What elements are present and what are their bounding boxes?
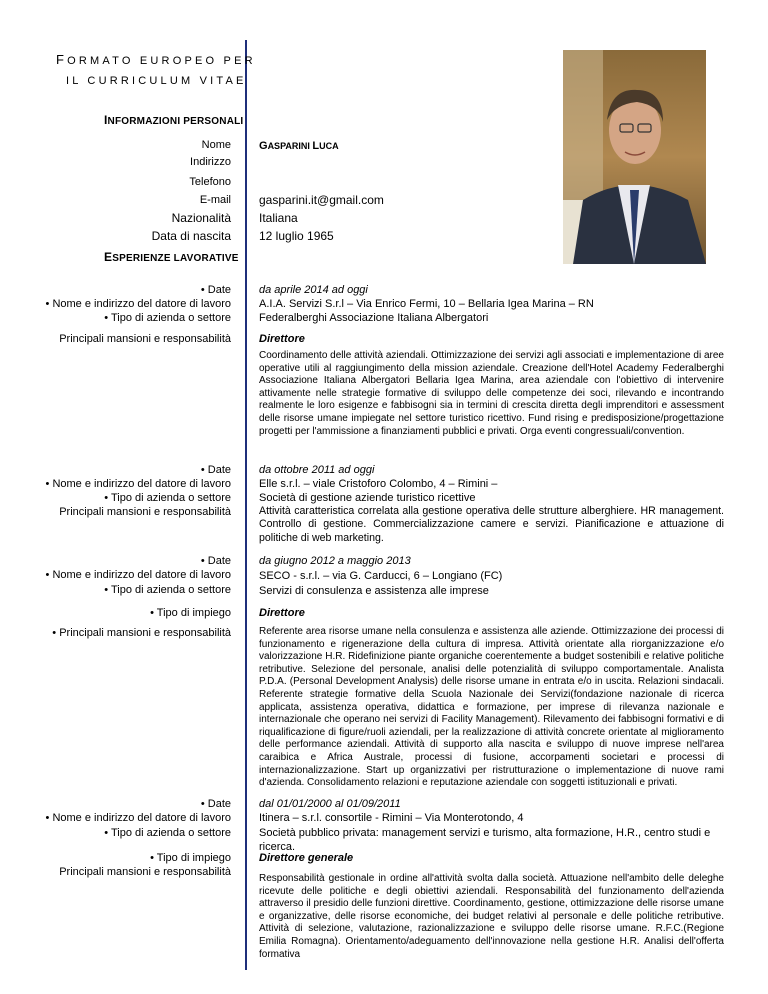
label-type: • Tipo di azienda o settore: [104, 492, 231, 504]
job-date: da aprile 2014 ad oggi: [259, 284, 368, 296]
job-type: Federalberghi Associazione Italiana Albergatori: [259, 312, 489, 324]
value-data-nascita: 12 luglio 1965: [259, 229, 334, 243]
value-nazionalita: Italiana: [259, 211, 298, 225]
job-role: Direttore: [259, 333, 305, 345]
label-duties: Principali mansioni e responsabilità: [59, 333, 231, 345]
job-role: Direttore generale: [259, 852, 354, 864]
label-date: • Date: [200, 798, 231, 810]
job-date: da ottobre 2011 ad oggi: [259, 464, 375, 476]
label-telefono: Telefono: [189, 176, 231, 188]
label-employer: • Nome e indirizzo del datore di lavoro: [45, 812, 231, 824]
label-employer: • Nome e indirizzo del datore di lavoro: [45, 298, 231, 310]
label-nazionalita: Nazionalità: [171, 211, 231, 225]
job-description: Referente area risorse umane nella consulenza e assistenza alle aziende. Ottimizzazione dei processi di funzionamento e rigenerazione della cultura di impresa. Attività orientate alla riorganizzazione e/o valorizzazione H.R. Ridefinizione piante organiche coerentemente a budget sostenibili e relative politiche retributive. Selezione del personale, analisi delle potenzialità di sviluppo comportamentale. Analista P.D.A. (Personal Development Analysis) delle risorse umane in entrata e/o in uscita. Relazioni sindacali. Referente strategie formative della Scuola Nazionale dei Servizi(fondazione nazionale di ricerca applicata, assistenza operativa, didattica e formazione, per imprese di rilevanza nazionale e internazionale che operano nei servizi di Facility Management). Rilevamento dei fabbisogni formativi e di riqualificazione di figure/ruoli aziendali, per la realizzazione di attività concrete orientate al miglioramento delle performance aziendali. Attività di supporto alla nascita e sviluppo di nuove imprese nell'area caraibica e Africa Australe, processi di fusione, accorpamenti societari e processi di internazionalizzazione. Start up organizzativi per ristrutturazione o implementazione di nuove rami d'azienda. Consolidamento relazioni e reputazione aziendale con soggetti istituzionali e privati.: [259, 626, 724, 789]
job-type: Società di gestione aziende turistico ricettive: [259, 492, 476, 504]
value-email: gasparini.it@gmail.com: [259, 193, 384, 207]
label-job-type: • Tipo di impiego: [150, 607, 231, 619]
job-role: Direttore: [259, 607, 305, 619]
job-description: Attività caratteristica correlata alla gestione operativa delle strutture alberghiere. HR management. Controllo di gestione. Commercializzazione camere e servizi. Pianificazione e attuazione di politiche di web marketing.: [259, 505, 724, 544]
label-date: • Date: [200, 284, 231, 296]
document-title: [56, 50, 256, 91]
job-employer: A.I.A. Servizi S.r.l – Via Enrico Fermi, 10 – Bellaria Igea Marina – RN: [259, 298, 594, 310]
label-employer: • Nome e indirizzo del datore di lavoro: [45, 569, 231, 581]
label-employer: • Nome e indirizzo del datore di lavoro: [45, 478, 231, 490]
label-type: • Tipo di azienda o settore: [104, 312, 231, 324]
job-employer: Itinera – s.r.l. consortile - Rimini – Via Monterotondo, 4: [259, 812, 524, 824]
experience-heading: ESPERIENZE LAVORATIVE: [104, 250, 239, 264]
value-nome: GASPARINI LUCA: [259, 140, 339, 152]
job-type: Servizi di consulenza e assistenza alle imprese: [259, 585, 489, 597]
label-nome: Nome: [201, 139, 231, 151]
personal-info-heading: INFORMAZIONI PERSONALI: [104, 113, 244, 127]
label-data-nascita: Data di nascita: [151, 229, 231, 243]
label-duties: Principali mansioni e responsabilità: [59, 866, 231, 878]
label-type: • Tipo di azienda o settore: [104, 584, 231, 596]
job-description: Responsabilità gestionale in ordine all'attività svolta dalla società. Attuazione nell'ambito delle deleghe ricevute delle politiche e degli obiettivi aziendali. Responsabilità del funzionamento dell'azienda attraverso il presidio delle funzioni direttive. Coordinamento, gestione, ottimizzazione delle risorse umane e organizzative, delle risorse economiche, dei budget relativi al personale e delle politiche retributive. Attività di selezione, valutazione, razionalizzazione e sviluppo delle risorse umane. R.F.C.(Regione Emilia Romagna). Orientamento/adeguamento dell'innovazione nella gestione H.R. Analisi dell'offerta formativa: [259, 873, 724, 960]
title-line-1: FORMATO EUROPEO PER: [56, 52, 256, 67]
job-date: da giugno 2012 a maggio 2013: [259, 555, 411, 567]
label-indirizzo: Indirizzo: [190, 156, 231, 168]
label-duties: Principali mansioni e responsabilità: [59, 506, 231, 518]
job-employer: Elle s.r.l. – viale Cristoforo Colombo, 4 – Rimini –: [259, 478, 498, 490]
job-type: Società pubblico privata: management servizi e turismo, alta formazione, H.R., centro studi e ricerca.: [259, 827, 711, 853]
label-date: • Date: [200, 464, 231, 476]
label-email: E-mail: [199, 194, 231, 206]
label-job-type: • Tipo di impiego: [150, 852, 231, 864]
label-type: • Tipo di azienda o settore: [104, 827, 231, 839]
job-date: dal 01/01/2000 al 01/09/2011: [259, 798, 401, 810]
job-employer: SECO - s.r.l. – via G. Carducci, 6 – Longiano (FC): [259, 570, 503, 582]
vertical-divider: [245, 40, 247, 970]
label-date: • Date: [200, 555, 231, 567]
label-duties: • Principali mansioni e responsabilità: [52, 627, 231, 639]
job-description: Coordinamento delle attività aziendali. Ottimizzazione dei servizi agli associati e implementazione di aree operative utili al raggiungimento della mission aziendale. Creazione dell'Hotel Academy Federalberghi Associazione Italiana Albergatori Bellaria Igea Marina, area aziendale con l'obiettivo di intervenire attivamente nelle strategie formative di sviluppo delle competenze dei soci, rilevando e incontrando realmente le loro esigenze e fabbisogni sia in termini di crescita diretta degli imprenditori e assessment delle risorse umane impiegate nel settore turistico ricettivo. Fund rising e predisposizione/progettazione progetti per l'ammissione a finanziamenti pubblici e privati. Orga eventi congressuali/convention.: [259, 350, 724, 437]
title-line-2: IL CURRICULUM VITAE: [66, 75, 247, 87]
